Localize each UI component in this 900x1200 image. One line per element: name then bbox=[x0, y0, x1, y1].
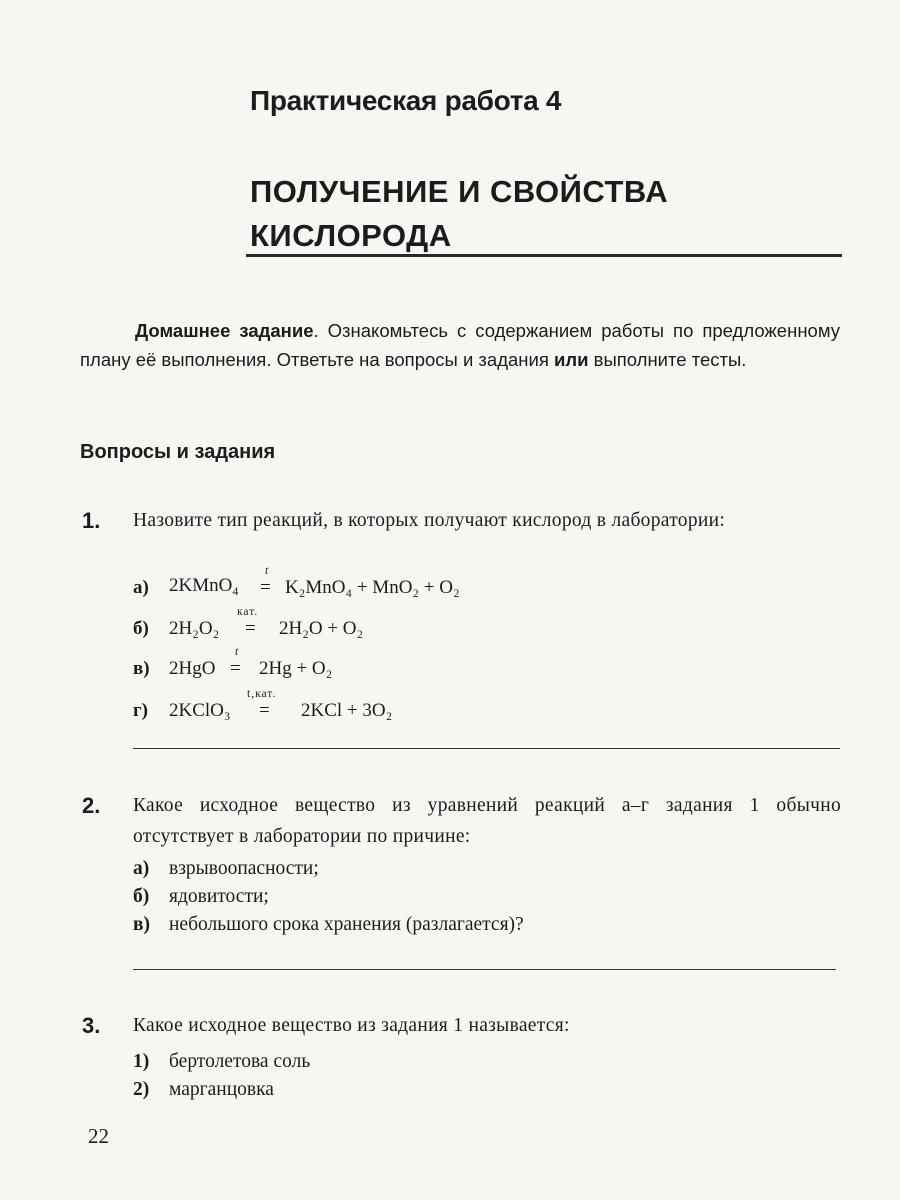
page-title bbox=[250, 170, 850, 258]
equation-b-label: б) bbox=[133, 618, 149, 639]
question-1-text: Назовите тип реакций, в которых получают кислород в лаборатории: bbox=[133, 510, 726, 531]
question-2-option-a bbox=[133, 858, 319, 880]
equation-b-condition: кат. bbox=[237, 606, 259, 618]
equation-d-reactant: 2KClO₃ bbox=[169, 700, 231, 721]
title-line-2: КИСЛОРОДА bbox=[250, 218, 452, 253]
question-3-number: 3. bbox=[82, 1013, 101, 1038]
option-text: бертолетова соль bbox=[169, 1051, 311, 1072]
answer-line-2[interactable] bbox=[133, 969, 836, 970]
option-text: ядовитости; bbox=[169, 886, 269, 907]
homework-bold-word: или bbox=[554, 349, 589, 370]
option-text: небольшого срока хранения (разлагается)? bbox=[169, 914, 524, 935]
equation-c bbox=[133, 646, 553, 680]
equation-b bbox=[133, 606, 553, 640]
equation-a-products: K₂MnO₄ + MnO₂ + O₂ bbox=[285, 577, 460, 598]
homework-lead: Домашнее задание bbox=[135, 320, 314, 341]
equation-c-reactant: 2HgO bbox=[169, 658, 216, 679]
option-label: б) bbox=[133, 886, 150, 907]
question-3-option-2 bbox=[133, 1079, 274, 1101]
equation-c-condition: t bbox=[235, 646, 240, 658]
equation-d-products: 2KCl + 3O₂ bbox=[301, 700, 393, 721]
equation-c-label: в) bbox=[133, 658, 150, 679]
option-text: взрывоопасности; bbox=[169, 858, 319, 879]
homework-text-2: выполните тесты. bbox=[588, 349, 747, 370]
answer-line-1[interactable] bbox=[133, 748, 840, 749]
option-label: в) bbox=[133, 914, 151, 935]
equation-a-label: а) bbox=[133, 577, 149, 598]
equation-d-condition: t,кат. bbox=[247, 688, 277, 700]
page-number: 22 bbox=[88, 1124, 109, 1148]
title-underline bbox=[246, 254, 842, 257]
equation-c-equals-sign: = bbox=[230, 658, 241, 679]
question-3-text: Какое исходное вещество из задания 1 называется: bbox=[133, 1015, 570, 1036]
equation-d bbox=[133, 688, 553, 722]
question-2-text: Какое исходное вещество из уравнений реакций а–г задания 1 обычно отсутствует в лаборатории по причине: bbox=[133, 795, 841, 847]
question-2-option-b bbox=[133, 886, 269, 908]
option-label: 2) bbox=[133, 1079, 150, 1100]
homework-text-1: . Ознакомьтесь с содержанием работы по предложенному плану её выполнения. Ответьте на вопросы и задания bbox=[80, 320, 840, 370]
practical-work-subtitle: Практическая работа 4 bbox=[250, 85, 562, 116]
option-label: 1) bbox=[133, 1051, 150, 1072]
equation-b-equals-sign: = bbox=[245, 618, 256, 639]
question-1-number: 1. bbox=[82, 508, 101, 533]
option-text: марганцовка bbox=[169, 1079, 274, 1100]
equation-b-products: 2H₂O + O₂ bbox=[279, 618, 364, 639]
section-heading: Вопросы и задания bbox=[80, 441, 276, 463]
equation-d-equals-sign: = bbox=[259, 700, 270, 721]
equation-a bbox=[133, 565, 553, 599]
equation-a-equals-sign: = bbox=[260, 577, 271, 598]
equation-b-reactant: 2H₂O₂ bbox=[169, 618, 220, 639]
homework-paragraph bbox=[80, 316, 840, 374]
question-2-option-c bbox=[133, 914, 524, 936]
equation-d-label: г) bbox=[133, 700, 148, 721]
equation-a-reactant: 2KMnO$_4$ bbox=[169, 575, 239, 598]
option-label: а) bbox=[133, 858, 150, 879]
equation-a-condition: t bbox=[265, 565, 270, 577]
question-2-number: 2. bbox=[82, 793, 101, 818]
title-line-1: ПОЛУЧЕНИЕ И СВОЙСТВА bbox=[250, 174, 669, 209]
question-3-option-1 bbox=[133, 1051, 310, 1073]
equation-c-products: 2Hg + O₂ bbox=[259, 658, 333, 679]
